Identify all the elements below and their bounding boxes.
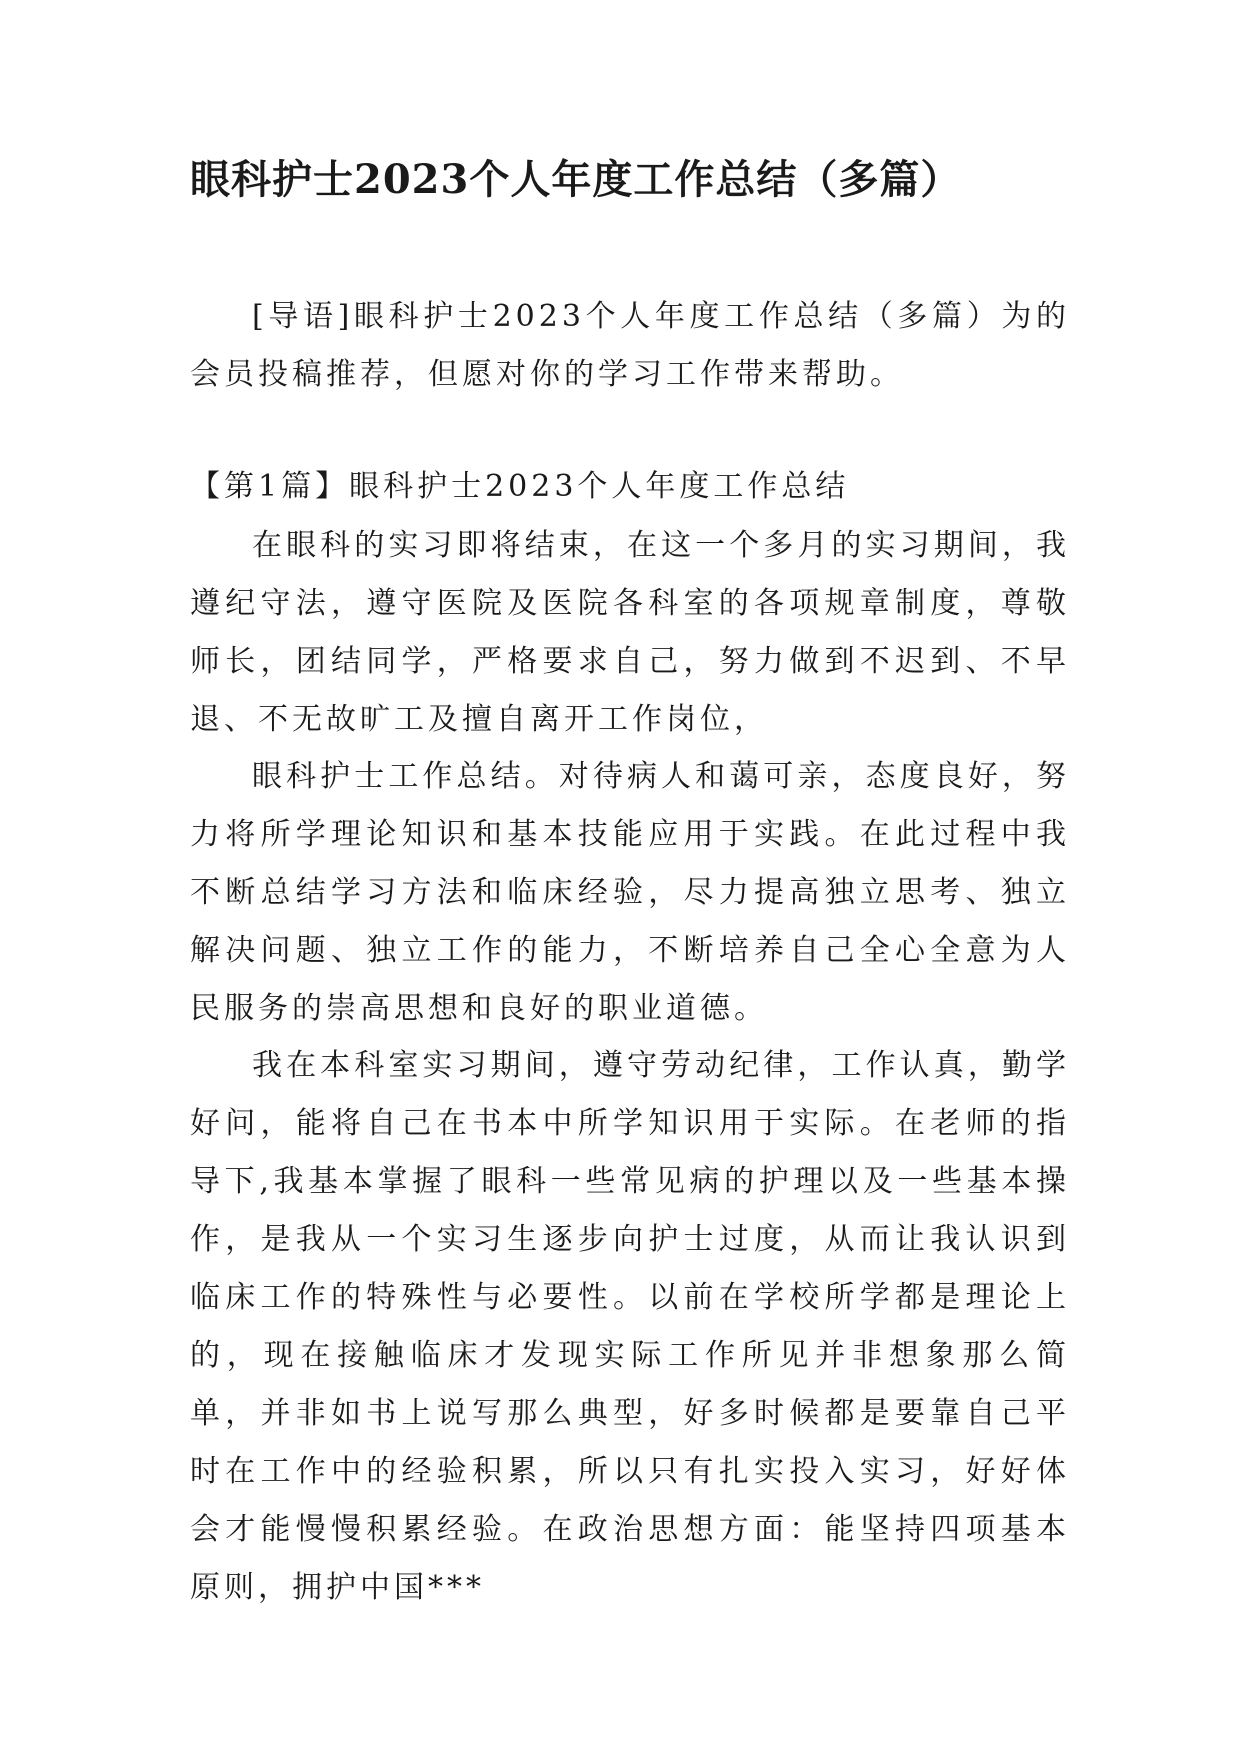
section-heading: 【第1篇】眼科护士2023个人年度工作总结	[190, 469, 850, 504]
intro-paragraph: [导语]眼科护士2023个人年度工作总结（多篇）为的会员投稿推荐，但愿对你的学习工作带来帮助。	[190, 299, 1070, 392]
body-paragraph: 眼科护士工作总结。对待病人和蔼可亲，态度良好，努力将所学理论知识和基本技能应用于实践。在此过程中我不断总结学习方法和临床经验，尽力提高独立思考、独立解决问题、独立工作的能力，不断培养自己全心全意为人民服务的崇高思想和良好的职业道德。	[190, 759, 1070, 1026]
body-paragraph: 我在本科室实习期间，遵守劳动纪律，工作认真，勤学好问，能将自己在书本中所学知识用于实际。在老师的指导下,我基本掌握了眼科一些常见病的护理以及一些基本操作，是我从一个实习生逐步向护士过度，从而让我认识到临床工作的特殊性与必要性。以前在学校所学都是理论上的，现在接触临床才发现实际工作所见并非想象那么简单，并非如书上说写那么典型，好多时候都是要靠自己平时在工作中的经验积累，所以只有扎实投入实习，好好体会才能慢慢积累经验。在政治思想方面：能坚持四项基本原则，拥护中国***	[190, 1048, 1070, 1605]
document-title: 眼科护士2023个人年度工作总结（多篇）	[190, 156, 962, 203]
body-paragraph: 在眼科的实习即将结束，在这一个多月的实习期间，我遵纪守法，遵守医院及医院各科室的各项规章制度，尊敬师长，团结同学，严格要求自己，努力做到不迟到、不早退、不无故旷工及擅自离开工作岗位，	[190, 528, 1070, 737]
